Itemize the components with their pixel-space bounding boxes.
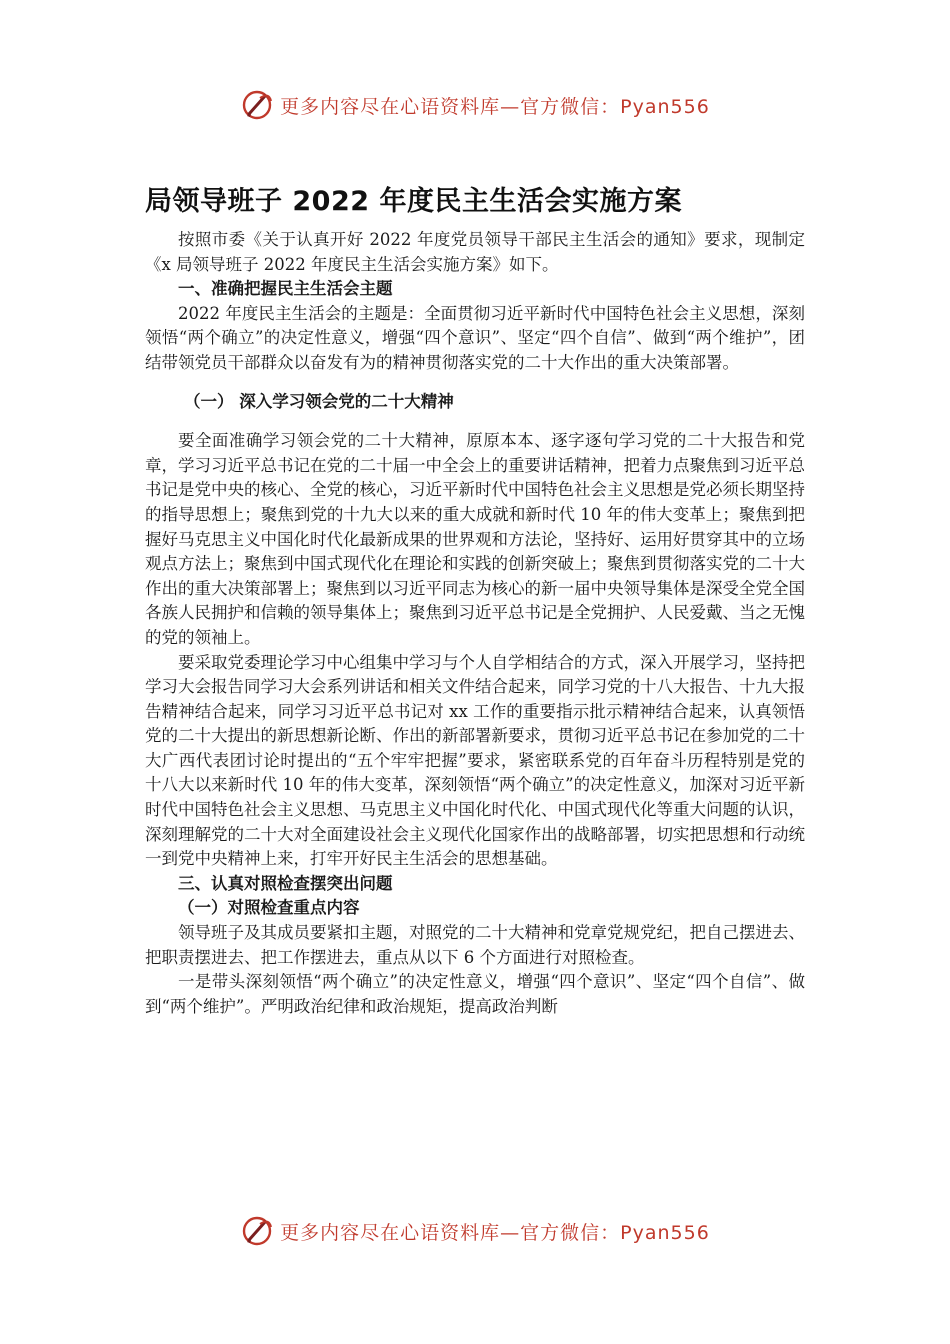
header-watermark	[0, 85, 950, 125]
document-title: 局领导班子 2022 年度民主生活会实施方案	[145, 186, 682, 217]
body-paragraph: 要全面准确学习领会党的二十大精神，原原本本、逐字逐句学习党的二十大报告和党章，学习习近平总书记在党的二十届一中全会上的重要讲话精神，把着力点聚焦到习近平总书记是党中央的核心、全党的核心，习近平新时代中国特色社会主义思想是党必须长期坚持的指导思想上；聚焦到党的十九大以来的重大成就和新时代 10 年的伟大变革上；聚焦到把握好马克思主义中国化时代化最新成果的世界观和方法论，坚持好、运用好贯穿其中的立场观点方法上；聚焦到中国式现代化在理论和实践的创新突破上；聚焦到贯彻落实党的二十大作出的重大决策部署上；聚焦到以习近平同志为核心的新一届中央领导集体是深受全党全国各族人民拥护和信赖的领导集体上；聚焦到习近平总书记是全党拥护、人民爱戴、当之无愧的党的领袖上。	[145, 431, 805, 647]
document-body	[145, 228, 805, 1019]
body-paragraph: 领导班子及其成员要紧扣主题，对照党的二十大精神和党章党规党纪，把自己摆进去、把职责摆进去、把工作摆进去，重点从以下 6 个方面进行对照检查。	[145, 923, 805, 967]
section-heading-3: 三、认真对照检查摆突出问题	[178, 873, 393, 893]
subsection-heading: （一）对照检查重点内容	[178, 898, 360, 918]
watermark-text: 更多内容尽在心语资料库—官方微信：Pyan556	[280, 1221, 710, 1244]
quill-logo-icon	[240, 1214, 274, 1248]
section-heading-1: 一、准确把握民主生活会主题	[178, 279, 393, 299]
watermark-text: 更多内容尽在心语资料库—官方微信：Pyan556	[280, 95, 710, 118]
body-paragraph: 一是带头深刻领悟“两个确立”的决定性意义，增强“四个意识”、坚定“四个自信”、做到“两个维护”。严明政治纪律和政治规矩，提高政治判断	[145, 972, 805, 1016]
body-paragraph: 2022 年度民主生活会的主题是：全面贯彻习近平新时代中国特色社会主义思想，深刻领悟“两个确立”的决定性意义，增强“四个意识”、坚定“四个自信”、做到“两个维护”，团结带领党员干部群众以奋发有为的精神贯彻落实党的二十大作出的重大决策部署。	[145, 303, 805, 372]
footer-watermark	[0, 1211, 950, 1251]
quill-logo-icon	[240, 88, 274, 122]
subsection-heading: （一） 深入学习领会党的二十大精神	[184, 391, 454, 411]
body-paragraph: 要采取党委理论学习中心组集中学习与个人自学相结合的方式，深入开展学习，坚持把学习大会报告同学习大会系列讲话和相关文件结合起来，同学习党的十八大报告、十九大报告精神结合起来，同学习习近平总书记对 xx 工作的重要指示批示精神结合起来，认真领悟党的二十大提出的新思想新论断、作出的新部署新要求，贯彻习近平总书记在参加党的二十大广西代表团讨论时提出的“五个牢牢把握”要求，紧密联系党的百年奋斗历程特别是党的十八大以来新时代 10 年的伟大变革，深刻领悟“两个确立”的决定性意义，加深对习近平新时代中国特色社会主义思想、马克思主义中国化时代化、中国式现代化等重大问题的认识，深刻理解党的二十大对全面建设社会主义现代化国家作出的战略部署，切实把思想和行动统一到党中央精神上来，打牢开好民主生活会的思想基础。	[145, 652, 805, 869]
intro-paragraph: 按照市委《关于认真开好 2022 年度党员领导干部民主生活会的通知》要求，现制定《x 局领导班子 2022 年度民主生活会实施方案》如下。	[145, 230, 805, 274]
